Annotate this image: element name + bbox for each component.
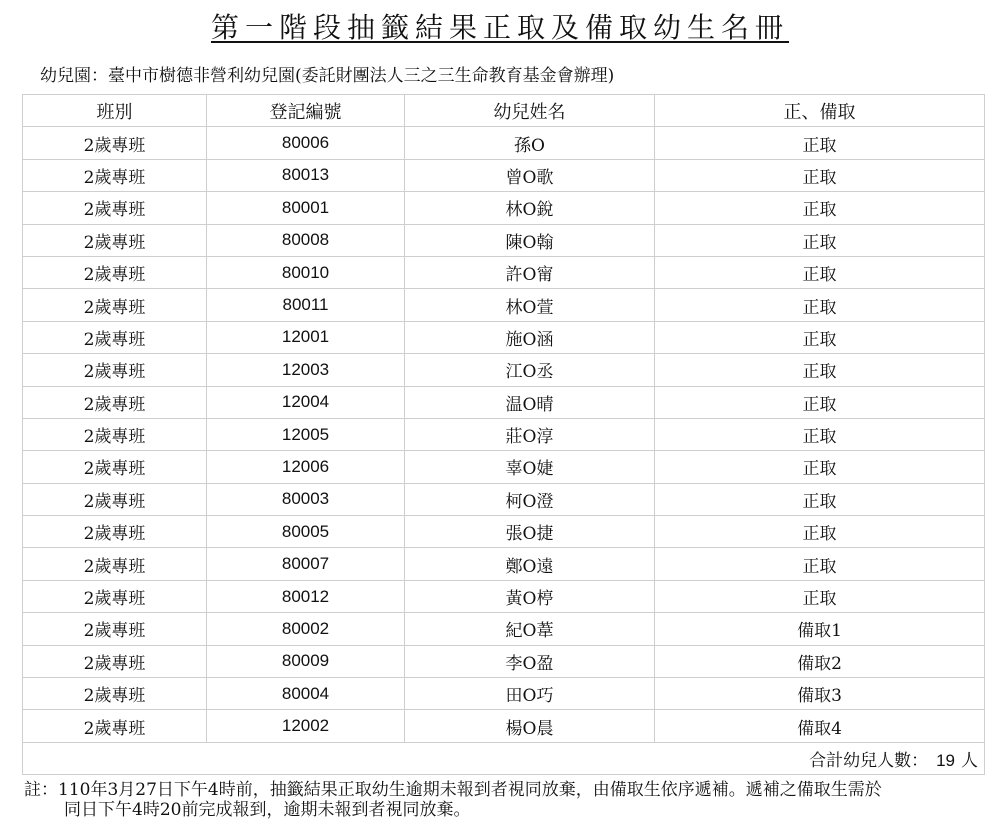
child-name-cell: 林O銳 bbox=[405, 192, 655, 224]
child-name-cell: 莊O淳 bbox=[405, 418, 655, 450]
child-name-cell: 許O甯 bbox=[405, 256, 655, 288]
admission-status-cell: 正取 bbox=[655, 548, 985, 580]
total-unit: 人 bbox=[961, 751, 978, 771]
header-class: 班別 bbox=[23, 95, 207, 127]
table-row bbox=[23, 548, 985, 580]
admission-status-cell: 正取 bbox=[655, 483, 985, 515]
child-name-cell: 楊O晨 bbox=[405, 710, 655, 742]
footnote-line-1: 註：110年3月27日下午4時前，抽籤結果正取幼生逾期未報到者視同放棄，由備取生依序遞補。遞補之備取生需於 bbox=[24, 780, 882, 800]
class-cell: 2歲專班 bbox=[23, 516, 207, 548]
child-name-cell: 李O盈 bbox=[405, 645, 655, 677]
admission-status-cell: 正取 bbox=[655, 289, 985, 321]
table-row bbox=[23, 321, 985, 353]
registration-number-cell: 80004 bbox=[207, 678, 405, 710]
admission-status-cell: 備取1 bbox=[655, 613, 985, 645]
class-cell: 2歲專班 bbox=[23, 483, 207, 515]
registration-number-cell: 80013 bbox=[207, 159, 405, 191]
table-row bbox=[23, 256, 985, 288]
registration-number-cell: 80008 bbox=[207, 224, 405, 256]
table-row bbox=[23, 451, 985, 483]
admission-status-cell: 備取3 bbox=[655, 678, 985, 710]
child-name-cell: 紀O葦 bbox=[405, 613, 655, 645]
footnote bbox=[24, 780, 984, 820]
child-name-cell: 鄭O遠 bbox=[405, 548, 655, 580]
admission-status-cell: 正取 bbox=[655, 192, 985, 224]
child-name-cell: 黃O楟 bbox=[405, 580, 655, 612]
header-admission-status: 正、備取 bbox=[655, 95, 985, 127]
class-cell: 2歲專班 bbox=[23, 451, 207, 483]
class-cell: 2歲專班 bbox=[23, 710, 207, 742]
table-row bbox=[23, 224, 985, 256]
child-name-cell: 張O捷 bbox=[405, 516, 655, 548]
table-row bbox=[23, 354, 985, 386]
admission-status-cell: 正取 bbox=[655, 386, 985, 418]
registration-number-cell: 12001 bbox=[207, 321, 405, 353]
class-cell: 2歲專班 bbox=[23, 192, 207, 224]
class-cell: 2歲專班 bbox=[23, 678, 207, 710]
registration-number-cell: 12002 bbox=[207, 710, 405, 742]
admission-status-cell: 正取 bbox=[655, 224, 985, 256]
table-row bbox=[23, 580, 985, 612]
kindergarten-info bbox=[40, 66, 640, 94]
enrollment-table bbox=[22, 94, 985, 775]
registration-number-cell: 80007 bbox=[207, 548, 405, 580]
class-cell: 2歲專班 bbox=[23, 321, 207, 353]
document-title bbox=[0, 6, 1000, 46]
table-row bbox=[23, 710, 985, 742]
kindergarten-label: 幼兒園： bbox=[40, 66, 108, 86]
child-name-cell: 陳O翰 bbox=[405, 224, 655, 256]
child-name-cell: 曾O歌 bbox=[405, 159, 655, 191]
class-cell: 2歲專班 bbox=[23, 159, 207, 191]
total-label: 合計幼兒人數： bbox=[809, 751, 929, 771]
table-row bbox=[23, 645, 985, 677]
kindergarten-name: 臺中市樹德非營利幼兒園(委託財團法人三之三生命教育基金會辦理) bbox=[108, 66, 615, 86]
table-row bbox=[23, 386, 985, 418]
class-cell: 2歲專班 bbox=[23, 127, 207, 159]
child-name-cell: 柯O澄 bbox=[405, 483, 655, 515]
admission-status-cell: 正取 bbox=[655, 451, 985, 483]
admission-status-cell: 正取 bbox=[655, 354, 985, 386]
document-title-text: 第一階段抽籤結果正取及備取幼生名冊 bbox=[210, 11, 789, 44]
child-name-cell: 林O萱 bbox=[405, 289, 655, 321]
table-row bbox=[23, 483, 985, 515]
registration-number-cell: 80002 bbox=[207, 613, 405, 645]
registration-number-cell: 80006 bbox=[207, 127, 405, 159]
class-cell: 2歲專班 bbox=[23, 289, 207, 321]
table-row bbox=[23, 516, 985, 548]
admission-status-cell: 備取2 bbox=[655, 645, 985, 677]
table-row bbox=[23, 678, 985, 710]
registration-number-cell: 12006 bbox=[207, 451, 405, 483]
table-row bbox=[23, 289, 985, 321]
registration-number-cell: 80005 bbox=[207, 516, 405, 548]
class-cell: 2歲專班 bbox=[23, 386, 207, 418]
registration-number-cell: 12005 bbox=[207, 418, 405, 450]
admission-status-cell: 正取 bbox=[655, 127, 985, 159]
registration-number-cell: 80010 bbox=[207, 256, 405, 288]
class-cell: 2歲專班 bbox=[23, 548, 207, 580]
class-cell: 2歲專班 bbox=[23, 354, 207, 386]
header-registration-number: 登記編號 bbox=[207, 95, 405, 127]
child-name-cell: 田O巧 bbox=[405, 678, 655, 710]
table-header-row bbox=[23, 95, 985, 127]
admission-status-cell: 正取 bbox=[655, 580, 985, 612]
registration-number-cell: 80012 bbox=[207, 580, 405, 612]
table-row bbox=[23, 159, 985, 191]
class-cell: 2歲專班 bbox=[23, 613, 207, 645]
admission-status-cell: 正取 bbox=[655, 256, 985, 288]
registration-number-cell: 12003 bbox=[207, 354, 405, 386]
registration-number-cell: 80003 bbox=[207, 483, 405, 515]
class-cell: 2歲專班 bbox=[23, 645, 207, 677]
table-row bbox=[23, 192, 985, 224]
table-total-row bbox=[23, 742, 985, 774]
admission-status-cell: 正取 bbox=[655, 516, 985, 548]
header-child-name: 幼兒姓名 bbox=[405, 95, 655, 127]
registration-number-cell: 80011 bbox=[207, 289, 405, 321]
registration-number-cell: 80001 bbox=[207, 192, 405, 224]
table-row bbox=[23, 127, 985, 159]
registration-number-cell: 80009 bbox=[207, 645, 405, 677]
footnote-line-2: 同日下午4時20前完成報到，逾期未報到者視同放棄。 bbox=[64, 800, 471, 820]
admission-status-cell: 備取4 bbox=[655, 710, 985, 742]
class-cell: 2歲專班 bbox=[23, 580, 207, 612]
total-cell bbox=[23, 742, 985, 774]
table-row bbox=[23, 613, 985, 645]
child-name-cell: 温O晴 bbox=[405, 386, 655, 418]
total-count: 19 bbox=[936, 751, 955, 770]
child-name-cell: 施O涵 bbox=[405, 321, 655, 353]
class-cell: 2歲專班 bbox=[23, 224, 207, 256]
registration-number-cell: 12004 bbox=[207, 386, 405, 418]
admission-status-cell: 正取 bbox=[655, 418, 985, 450]
admission-status-cell: 正取 bbox=[655, 159, 985, 191]
class-cell: 2歲專班 bbox=[23, 418, 207, 450]
child-name-cell: 江O丞 bbox=[405, 354, 655, 386]
table-row bbox=[23, 418, 985, 450]
child-name-cell: 孫O bbox=[405, 127, 655, 159]
child-name-cell: 辜O婕 bbox=[405, 451, 655, 483]
class-cell: 2歲專班 bbox=[23, 256, 207, 288]
table-body bbox=[23, 127, 985, 742]
admission-status-cell: 正取 bbox=[655, 321, 985, 353]
